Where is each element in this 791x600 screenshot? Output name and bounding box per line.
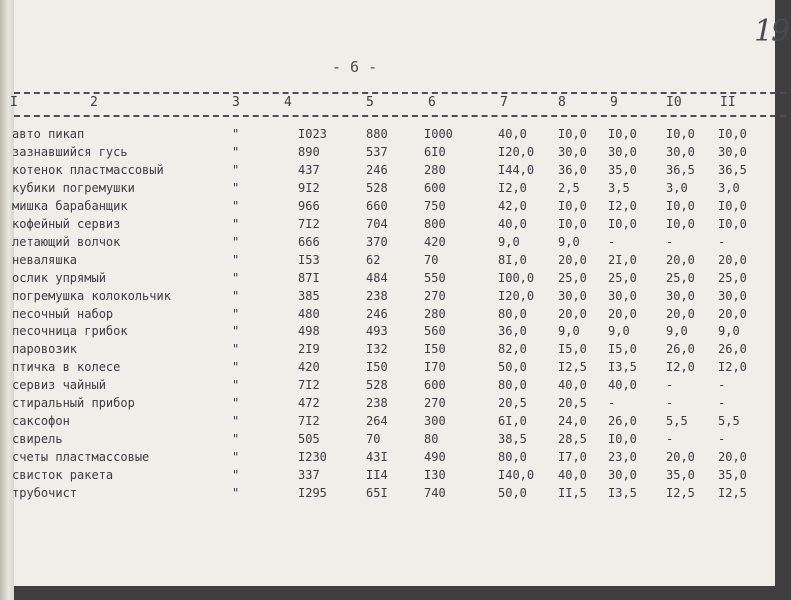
column-header: 7 [500,95,508,110]
table-cell: I0,0 [558,127,587,141]
item-name: паровозик [12,342,78,357]
table-cell: 30,0 [608,144,637,159]
table-cell: 20,0 [666,450,695,465]
table-cell: 337 [298,468,320,483]
ditto-mark: " [232,127,240,141]
item-name: мишка барабанщик [12,198,128,213]
table-cell: 70 [366,432,381,447]
table-cell: - [718,396,726,411]
pencil-page-number: 19 [754,14,789,49]
column-header: 9 [610,95,618,110]
ditto-mark: " [232,324,240,339]
dashed-rule-top [14,92,786,94]
column-header: 2 [90,95,98,110]
table-cell: 40,0 [498,216,527,231]
table-cell: 238 [366,288,388,303]
table-cell: 3,0 [718,180,740,195]
table-cell: 280 [424,306,446,321]
table-cell: I2,0 [608,198,637,213]
table-cell: I0,0 [718,127,747,141]
item-name: птичка в колесе [12,360,121,375]
table-cell: 9I2 [298,180,320,195]
ditto-mark: " [232,180,240,195]
table-cell: 26,0 [608,414,637,429]
table-cell: 25,0 [666,270,695,285]
table-cell: 40,0 [498,127,527,141]
ditto-mark: " [232,360,240,375]
table-cell: 9,0 [498,234,520,249]
table-cell: 20,0 [718,450,747,465]
item-name: авто пикап [12,127,85,141]
item-name: кофейный сервиз [12,216,121,231]
table-cell: 8I,0 [498,252,527,267]
column-header: 5 [366,95,374,110]
table-cell: I0,0 [558,198,587,213]
column-header: I0 [666,95,682,110]
item-name: свисток ракета [12,468,114,483]
ditto-mark: " [232,252,240,267]
table-cell: - [666,432,674,447]
table-cell: 880 [366,127,388,141]
table-cell: 36,5 [666,162,695,177]
table-cell: 30,0 [608,288,637,303]
table-cell: - [666,234,674,249]
ditto-mark: " [232,486,240,500]
table-cell: 40,0 [558,378,587,393]
table-cell: 26,0 [666,342,695,357]
table-cell: I53 [298,252,320,267]
table-cell: 35,0 [608,162,637,177]
table-cell: 270 [424,288,446,303]
table-cell: 36,0 [498,324,527,339]
table-cell: I44,0 [498,162,535,177]
column-header: 8 [558,95,566,110]
column-header: 6 [428,95,436,110]
table-cell: I2,5 [558,360,587,375]
ditto-mark: " [232,378,240,393]
table-cell: 30,0 [666,288,695,303]
table-cell: 2I9 [298,342,320,357]
table-cell: I0,0 [608,432,637,447]
table-cell: 30,0 [558,144,587,159]
table-cell: - [666,396,674,411]
table-cell: 505 [298,432,320,447]
table-cell: - [608,234,616,249]
table-cell: 3,5 [608,180,630,195]
ditto-mark: " [232,414,240,429]
table-cell: I30 [424,468,446,483]
table-cell: 80,0 [498,306,527,321]
table-cell: 20,0 [608,306,637,321]
table-cell: I0,0 [718,216,747,231]
table-cell: 80,0 [498,450,527,465]
table-cell: 20,0 [558,306,587,321]
table-cell: 740 [424,486,446,500]
table-cell: 498 [298,324,320,339]
table-cell: - [718,378,726,393]
table-cell: 9,0 [666,324,688,339]
table-cell: II4 [366,468,388,483]
ditto-mark: " [232,144,240,159]
table-cell: 750 [424,198,446,213]
table-cell: 20,5 [558,396,587,411]
table-cell: I0,0 [666,127,695,141]
table-cell: 528 [366,180,388,195]
item-name: саксофон [12,414,70,429]
table-cell: 270 [424,396,446,411]
table-cell: 20,0 [718,306,747,321]
table-cell: 35,0 [718,468,747,483]
table-cell: I230 [298,450,327,465]
table-cell: 25,0 [558,270,587,285]
column-header: 3 [232,95,240,110]
table-cell: 660 [366,198,388,213]
ditto-mark: " [232,450,240,465]
table-cell: I5,0 [608,342,637,357]
table-cell: 70 [424,252,439,267]
item-name: песочница грибок [12,324,128,339]
table-cell: 6I,0 [498,414,527,429]
table-cell: - [718,234,726,249]
table-cell: 25,0 [718,270,747,285]
table-cell: 40,0 [558,468,587,483]
table-cell: I2,5 [666,486,695,500]
table-cell: 493 [366,324,388,339]
ditto-mark: " [232,198,240,213]
ditto-mark: " [232,216,240,231]
ditto-mark: " [232,342,240,357]
table-cell: 36,5 [718,162,747,177]
table-cell: 966 [298,198,320,213]
ditto-mark: " [232,288,240,303]
table-cell: 246 [366,306,388,321]
table-cell: 42,0 [498,198,527,213]
table-cell: 800 [424,216,446,231]
table-cell: - [718,432,726,447]
table-cell: I0,0 [666,216,695,231]
table-cell: 9,0 [558,324,580,339]
table-cell: I3,5 [608,360,637,375]
table-cell: 25,0 [608,270,637,285]
table-cell: 385 [298,288,320,303]
table-cell: 3,0 [666,180,688,195]
item-name: ослик упрямый [12,270,106,285]
table-cell: 9,0 [718,324,740,339]
table-cell: I40,0 [498,468,535,483]
table-cell: 528 [366,378,388,393]
table-cell: 370 [366,234,388,249]
table-cell: I00,0 [498,270,535,285]
table-cell: 264 [366,414,388,429]
item-name: свирель [12,432,63,447]
ditto-mark: " [232,432,240,447]
table-cell: 890 [298,144,320,159]
item-name: погремушка колокольчик [12,288,171,303]
table-cell: 7I2 [298,414,320,429]
table-cell: 704 [366,216,388,231]
table-cell: I2,0 [718,360,747,375]
document-page [10,0,789,586]
table-cell: 5,5 [718,414,740,429]
table-cell: 9,0 [558,234,580,249]
table-cell: I0,0 [608,216,637,231]
table-cell: 7I2 [298,378,320,393]
table-cell: 246 [366,162,388,177]
table-cell: 300 [424,414,446,429]
table-cell: 490 [424,450,446,465]
table-cell: 50,0 [498,360,527,375]
item-name: зазнавшийся гусь [12,144,128,159]
table-cell: 62 [366,252,381,267]
table-cell: 23,0 [608,450,637,465]
table-cell: I2,0 [666,360,695,375]
table-cell: 43I [366,450,388,465]
item-name: неваляшка [12,252,78,267]
table-cell: I7,0 [558,450,587,465]
table-cell: I20,0 [498,144,535,159]
item-name: котенок пластмассовый [12,162,164,177]
table-cell: 560 [424,324,446,339]
table-cell: 30,0 [666,144,695,159]
table-cell: 600 [424,378,446,393]
table-cell: 2I,0 [608,252,637,267]
table-cell: 238 [366,396,388,411]
ditto-mark: " [232,234,240,249]
table-cell: I0,0 [608,127,637,141]
table-cell: 20,0 [666,252,695,267]
item-name: сервиз чайный [12,378,106,393]
table-cell: 666 [298,234,320,249]
ditto-mark: " [232,270,240,285]
table-cell: 550 [424,270,446,285]
ditto-mark: " [232,468,240,483]
table-cell: 484 [366,270,388,285]
table-cell: 600 [424,180,446,195]
table-cell: 280 [424,162,446,177]
table-cell: I50 [424,342,446,357]
table-cell: 30,0 [558,288,587,303]
table-cell: I0,0 [718,198,747,213]
ditto-mark: " [232,306,240,321]
table-cell: 420 [424,234,446,249]
item-name: кубики погремушки [12,180,135,195]
table-cell: 30,0 [718,144,747,159]
table-cell: - [608,396,616,411]
table-cell: 80,0 [498,378,527,393]
item-name: счеты пластмассовые [12,450,150,465]
table-cell: I023 [298,127,327,141]
ditto-mark: " [232,162,240,177]
table-cell: 7I2 [298,216,320,231]
table-cell: 50,0 [498,486,527,500]
table-cell: 472 [298,396,320,411]
table-cell: 20,0 [666,306,695,321]
table-cell: I000 [424,127,453,141]
table-cell: 480 [298,306,320,321]
table-cell: 28,5 [558,432,587,447]
table-cell: 36,0 [558,162,587,177]
dashed-rule-bottom [14,115,786,117]
ditto-mark: " [232,396,240,411]
table-cell: I2,0 [498,180,527,195]
table-cell: 2,5 [558,180,580,195]
table-cell: 20,0 [718,252,747,267]
table-cell: - [666,378,674,393]
item-name: летающий волчок [12,234,121,249]
table-cell: 20,0 [558,252,587,267]
table-cell: 20,5 [498,396,527,411]
table-cell: 65I [366,486,388,500]
table-cell: I3,5 [608,486,637,500]
table-cell: I50 [366,360,388,375]
item-name: трубочист [12,486,78,500]
table-cell: I2,5 [718,486,747,500]
column-header: II [720,95,736,110]
table-cell: 24,0 [558,414,587,429]
table-cell: II,5 [558,486,587,500]
item-name: песочный набор [12,306,114,321]
page-number: - 6 - [332,58,378,76]
table-cell: 87I [298,270,320,285]
item-name: стиральный прибор [12,396,135,411]
table-cell: 537 [366,144,388,159]
table-cell: 26,0 [718,342,747,357]
table-cell: 30,0 [718,288,747,303]
table-cell: I0,0 [666,198,695,213]
table-cell: 38,5 [498,432,527,447]
column-header: 4 [284,95,292,110]
table-cell: 6I0 [424,144,446,159]
table-cell: 9,0 [608,324,630,339]
table-cell: 420 [298,360,320,375]
table-cell: 40,0 [608,378,637,393]
table-cell: 80 [424,432,439,447]
table-cell: 30,0 [608,468,637,483]
table-cell: I295 [298,486,327,500]
table-cell: I20,0 [498,288,535,303]
table-cell: I32 [366,342,388,357]
table-cell: I5,0 [558,342,587,357]
table-cell: 5,5 [666,414,688,429]
table-cell: 437 [298,162,320,177]
column-header: I [10,95,18,110]
table-cell: 35,0 [666,468,695,483]
table-cell: I0,0 [558,216,587,231]
table-cell: 82,0 [498,342,527,357]
table-cell: I70 [424,360,446,375]
